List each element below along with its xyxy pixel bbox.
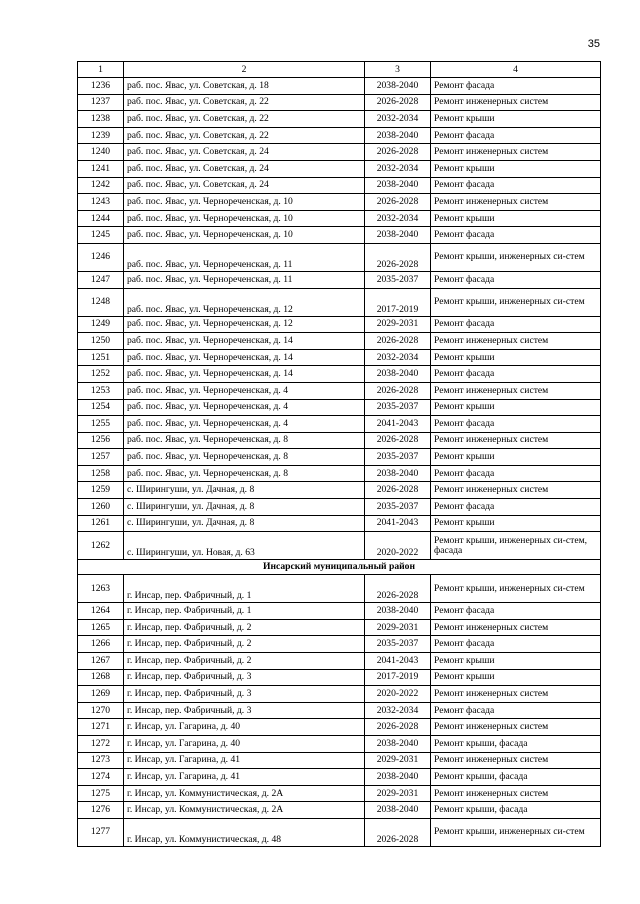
table-row [78,785,601,802]
table-row [78,399,601,416]
work-type-cell: Ремонт фасада [431,177,601,194]
table-row [78,177,601,194]
row-number-cell: 1264 [78,603,124,620]
work-type-cell: Ремонт крыши, фасада [431,769,601,786]
work-type-cell: Ремонт инженерных систем [431,686,601,703]
address-cell: раб. пос. Явас, ул. Советская, д. 24 [124,177,365,194]
address-cell: г. Инсар, пер. Фабричный, д. 2 [124,619,365,636]
row-number-cell: 1245 [78,227,124,244]
table-row [78,382,601,399]
row-number-cell: 1237 [78,94,124,111]
address-cell: раб. пос. Явас, ул. Чернореченская, д. 12 [124,288,365,316]
table-row [78,227,601,244]
table-row [78,243,601,271]
table-row [78,515,601,532]
table-row [78,94,601,111]
address-cell: г. Инсар, ул. Гагарина, д. 40 [124,719,365,736]
row-number-cell: 1241 [78,160,124,177]
table-row [78,499,601,516]
row-number-cell: 1246 [78,243,124,271]
row-number-cell: 1253 [78,382,124,399]
section-heading-row [78,560,601,575]
period-cell: 2026-2028 [365,432,431,449]
period-cell: 2038-2040 [365,366,431,383]
work-type-cell: Ремонт инженерных систем [431,432,601,449]
column-header-2: 2 [124,62,365,78]
period-cell: 2038-2040 [365,127,431,144]
address-cell: раб. пос. Явас, ул. Чернореченская, д. 4 [124,382,365,399]
row-number-cell: 1277 [78,818,124,846]
work-type-cell: Ремонт фасада [431,271,601,288]
period-cell: 2017-2019 [365,669,431,686]
address-cell: г. Инсар, ул. Коммунистическая, д. 2А [124,802,365,819]
period-cell: 2026-2028 [365,333,431,350]
period-cell: 2035-2037 [365,499,431,516]
period-cell: 2038-2040 [365,736,431,753]
period-cell: 2032-2034 [365,210,431,227]
period-cell: 2032-2034 [365,702,431,719]
work-type-cell: Ремонт инженерных систем [431,619,601,636]
table-row [78,316,601,333]
table-body [78,62,601,847]
table-row [78,449,601,466]
row-number-cell: 1260 [78,499,124,516]
period-cell: 2032-2034 [365,160,431,177]
row-number-cell: 1276 [78,802,124,819]
period-cell: 2026-2028 [365,818,431,846]
row-number-cell: 1243 [78,194,124,211]
work-type-cell: Ремонт фасада [431,78,601,95]
period-cell: 2026-2028 [365,482,431,499]
period-cell: 2035-2037 [365,399,431,416]
work-type-cell: Ремонт фасада [431,499,601,516]
row-number-cell: 1249 [78,316,124,333]
table-row [78,702,601,719]
work-type-cell: Ремонт крыши, инженерных си-стем [431,243,601,271]
period-cell: 2029-2031 [365,619,431,636]
work-type-cell: Ремонт фасада [431,636,601,653]
table-row [78,465,601,482]
table-row [78,636,601,653]
period-cell: 2026-2028 [365,575,431,603]
row-number-cell: 1261 [78,515,124,532]
work-type-cell: Ремонт крыши, фасада [431,736,601,753]
work-type-cell: Ремонт фасада [431,227,601,244]
address-cell: г. Инсар, ул. Гагарина, д. 41 [124,752,365,769]
work-type-cell: Ремонт инженерных систем [431,719,601,736]
period-cell: 2020-2022 [365,532,431,560]
address-cell: раб. пос. Явас, ул. Чернореченская, д. 10 [124,227,365,244]
period-cell: 2035-2037 [365,271,431,288]
work-type-cell: Ремонт инженерных систем [431,144,601,161]
address-cell: раб. пос. Явас, ул. Чернореченская, д. 14 [124,366,365,383]
period-cell: 2029-2031 [365,752,431,769]
capital-repair-table [77,61,601,847]
work-type-cell: Ремонт фасада [431,366,601,383]
address-cell: раб. пос. Явас, ул. Чернореченская, д. 14 [124,333,365,350]
address-cell: раб. пос. Явас, ул. Чернореченская, д. 10 [124,210,365,227]
address-cell: г. Инсар, пер. Фабричный, д. 3 [124,686,365,703]
work-type-cell: Ремонт инженерных систем [431,785,601,802]
row-number-cell: 1256 [78,432,124,449]
period-cell: 2026-2028 [365,243,431,271]
row-number-cell: 1272 [78,736,124,753]
work-type-cell: Ремонт инженерных систем [431,752,601,769]
row-number-cell: 1257 [78,449,124,466]
section-title: Инсарский муниципальный район [78,560,601,575]
column-header-4: 4 [431,62,601,78]
work-type-cell: Ремонт крыши [431,349,601,366]
table-row [78,194,601,211]
address-cell: раб. пос. Явас, ул. Чернореченская, д. 4 [124,399,365,416]
table-row [78,686,601,703]
table-row [78,78,601,95]
table-row [78,349,601,366]
work-type-cell: Ремонт крыши [431,515,601,532]
row-number-cell: 1270 [78,702,124,719]
address-cell: г. Инсар, ул. Коммунистическая, д. 48 [124,818,365,846]
work-type-cell: Ремонт инженерных систем [431,382,601,399]
table-row [78,482,601,499]
period-cell: 2038-2040 [365,177,431,194]
row-number-cell: 1254 [78,399,124,416]
row-number-cell: 1259 [78,482,124,499]
work-type-cell: Ремонт крыши [431,111,601,128]
period-cell: 2017-2019 [365,288,431,316]
address-cell: раб. пос. Явас, ул. Советская, д. 18 [124,78,365,95]
row-number-cell: 1275 [78,785,124,802]
table-row [78,111,601,128]
work-type-cell: Ремонт фасада [431,603,601,620]
address-cell: раб. пос. Явас, ул. Советская, д. 22 [124,111,365,128]
row-number-cell: 1267 [78,653,124,670]
row-number-cell: 1240 [78,144,124,161]
row-number-cell: 1247 [78,271,124,288]
row-number-cell: 1271 [78,719,124,736]
row-number-cell: 1274 [78,769,124,786]
table-row [78,575,601,603]
work-type-cell: Ремонт фасада [431,316,601,333]
table-row [78,669,601,686]
address-cell: раб. пос. Явас, ул. Советская, д. 24 [124,160,365,177]
period-cell: 2026-2028 [365,382,431,399]
address-cell: г. Инсар, ул. Гагарина, д. 41 [124,769,365,786]
address-cell: раб. пос. Явас, ул. Советская, д. 22 [124,94,365,111]
period-cell: 2038-2040 [365,227,431,244]
table-row [78,818,601,846]
address-cell: г. Инсар, пер. Фабричный, д. 1 [124,575,365,603]
work-type-cell: Ремонт крыши [431,669,601,686]
period-cell: 2038-2040 [365,802,431,819]
row-number-cell: 1251 [78,349,124,366]
address-cell: раб. пос. Явас, ул. Чернореченская, д. 10 [124,194,365,211]
row-number-cell: 1238 [78,111,124,128]
row-number-cell: 1268 [78,669,124,686]
period-cell: 2026-2028 [365,94,431,111]
work-type-cell: Ремонт крыши, инженерных си-стем [431,575,601,603]
address-cell: раб. пос. Явас, ул. Чернореченская, д. 14 [124,349,365,366]
address-cell: раб. пос. Явас, ул. Чернореченская, д. 8 [124,449,365,466]
period-cell: 2029-2031 [365,785,431,802]
table-row [78,210,601,227]
work-type-cell: Ремонт фасада [431,702,601,719]
row-number-cell: 1239 [78,127,124,144]
address-cell: с. Ширингуши, ул. Дачная, д. 8 [124,499,365,516]
table-row [78,619,601,636]
address-cell: раб. пос. Явас, ул. Чернореченская, д. 8 [124,465,365,482]
work-type-cell: Ремонт фасада [431,465,601,482]
table-row [78,288,601,316]
address-cell: с. Ширингуши, ул. Дачная, д. 8 [124,515,365,532]
table-row [78,603,601,620]
row-number-cell: 1252 [78,366,124,383]
row-number-cell: 1255 [78,416,124,433]
period-cell: 2038-2040 [365,78,431,95]
work-type-cell: Ремонт инженерных систем [431,482,601,499]
row-number-cell: 1258 [78,465,124,482]
row-number-cell: 1263 [78,575,124,603]
table-row [78,144,601,161]
work-type-cell: Ремонт крыши, инженерных си-стем, фасада [431,532,601,560]
row-number-cell: 1262 [78,532,124,560]
address-cell: раб. пос. Явас, ул. Чернореченская, д. 11 [124,271,365,288]
table-row [78,366,601,383]
page-number: 35 [587,38,600,50]
address-cell: с. Ширингуши, ул. Новая, д. 63 [124,532,365,560]
period-cell: 2032-2034 [365,349,431,366]
work-type-cell: Ремонт крыши [431,653,601,670]
table-row [78,653,601,670]
work-type-cell: Ремонт крыши [431,210,601,227]
work-type-cell: Ремонт инженерных систем [431,94,601,111]
address-cell: г. Инсар, ул. Гагарина, д. 40 [124,736,365,753]
column-header-1: 1 [78,62,124,78]
period-cell: 2035-2037 [365,449,431,466]
period-cell: 2020-2022 [365,686,431,703]
table-row [78,769,601,786]
address-cell: г. Инсар, пер. Фабричный, д. 1 [124,603,365,620]
work-type-cell: Ремонт крыши [431,399,601,416]
period-cell: 2026-2028 [365,719,431,736]
address-cell: г. Инсар, пер. Фабричный, д. 2 [124,636,365,653]
address-cell: с. Ширингуши, ул. Дачная, д. 8 [124,482,365,499]
work-type-cell: Ремонт крыши, фасада [431,802,601,819]
address-cell: раб. пос. Явас, ул. Чернореченская, д. 8 [124,432,365,449]
column-number-row [78,62,601,78]
work-type-cell: Ремонт фасада [431,416,601,433]
work-type-cell: Ремонт крыши, инженерных си-стем [431,288,601,316]
column-header-3: 3 [365,62,431,78]
address-cell: г. Инсар, пер. Фабричный, д. 3 [124,702,365,719]
table-row [78,271,601,288]
address-cell: г. Инсар, пер. Фабричный, д. 2 [124,653,365,670]
address-cell: раб. пос. Явас, ул. Чернореченская, д. 11 [124,243,365,271]
table-row [78,160,601,177]
table-row [78,416,601,433]
table-row [78,127,601,144]
address-cell: г. Инсар, пер. Фабричный, д. 3 [124,669,365,686]
work-type-cell: Ремонт крыши [431,160,601,177]
period-cell: 2041-2043 [365,416,431,433]
row-number-cell: 1273 [78,752,124,769]
period-cell: 2041-2043 [365,653,431,670]
period-cell: 2041-2043 [365,515,431,532]
address-cell: раб. пос. Явас, ул. Советская, д. 22 [124,127,365,144]
period-cell: 2032-2034 [365,111,431,128]
period-cell: 2026-2028 [365,194,431,211]
work-type-cell: Ремонт крыши, инженерных си-стем [431,818,601,846]
address-cell: раб. пос. Явас, ул. Советская, д. 24 [124,144,365,161]
row-number-cell: 1266 [78,636,124,653]
table-row [78,719,601,736]
row-number-cell: 1236 [78,78,124,95]
period-cell: 2038-2040 [365,603,431,620]
period-cell: 2038-2040 [365,769,431,786]
table-row [78,333,601,350]
table-row [78,752,601,769]
work-type-cell: Ремонт фасада [431,127,601,144]
row-number-cell: 1248 [78,288,124,316]
table-row [78,532,601,560]
address-cell: раб. пос. Явас, ул. Чернореченская, д. 12 [124,316,365,333]
work-type-cell: Ремонт инженерных систем [431,333,601,350]
row-number-cell: 1269 [78,686,124,703]
period-cell: 2035-2037 [365,636,431,653]
address-cell: раб. пос. Явас, ул. Чернореченская, д. 4 [124,416,365,433]
period-cell: 2038-2040 [365,465,431,482]
table-row [78,802,601,819]
row-number-cell: 1250 [78,333,124,350]
address-cell: г. Инсар, ул. Коммунистическая, д. 2А [124,785,365,802]
table-row [78,432,601,449]
row-number-cell: 1244 [78,210,124,227]
period-cell: 2026-2028 [365,144,431,161]
row-number-cell: 1265 [78,619,124,636]
row-number-cell: 1242 [78,177,124,194]
work-type-cell: Ремонт инженерных систем [431,194,601,211]
work-type-cell: Ремонт крыши [431,449,601,466]
table-row [78,736,601,753]
period-cell: 2029-2031 [365,316,431,333]
